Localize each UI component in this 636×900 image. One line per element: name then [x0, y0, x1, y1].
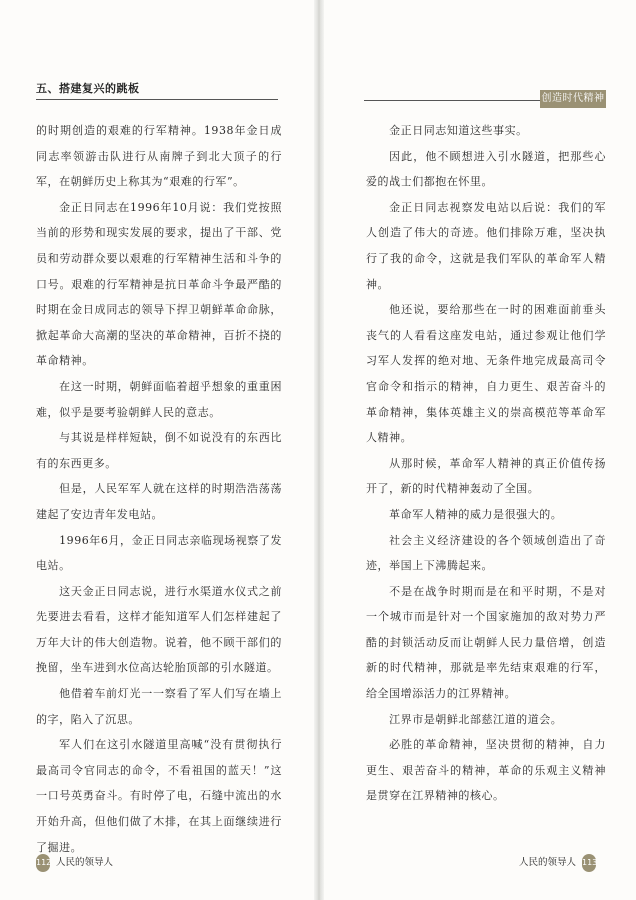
paragraph: 社会主义经济建设的各个领域创造出了奇迹，举国上下沸腾起来。 — [366, 533, 606, 573]
chapter-title: 五、搭建复兴的跳板 — [36, 82, 140, 95]
section-tag: 创造时代精神 — [540, 90, 606, 108]
paragraph: 金正日同志视察发电站以后说：我们的军人创造了伟大的奇迹。他们排除万难，坚决执行了我的命令，这就是我们军队的革命军人精神。 — [366, 200, 606, 291]
paragraph: 1996年6月，金正日同志亲临现场视察了发电站。 — [36, 533, 282, 573]
paragraph: 因此，他不顾想进入引水隧道，把那些心爱的战士们都抱在怀里。 — [366, 149, 606, 189]
paragraph: 必胜的革命精神，坚决贯彻的精神，自力更生、艰苦奋斗的精神，革命的乐观主义精神是贯穿在江界精神的核心。 — [366, 738, 606, 803]
footer-book-title: 人民的领导人 — [518, 857, 576, 868]
paragraph: 但是，人民军军人就在这样的时期浩浩荡荡建起了安边青年发电站。 — [36, 482, 282, 521]
right-body-text — [366, 118, 606, 809]
paragraph: 在这一时期，朝鲜面临着超乎想象的重重困难，似乎是要考验朝鲜人民的意志。 — [36, 379, 282, 419]
paragraph: 他还说，要给那些在一时的困难面前垂头丧气的人看看这座发电站，通过参观让他们学习军人发挥的绝对地、无条件地完成最高司令官命令和指示的精神，自力更生、艰苦奋斗的革命精神，集体英雄主义的崇高模范等革命军人精神。 — [366, 303, 606, 445]
paragraph: 这天金正日同志说，进行水渠道水仪式之前先要进去看看，这样才能知道军人们怎样建起了万年大计的伟大创造物。说着，他不顾干部们的挽留，坐车进到水位高达轮胎顶部的引水隧道。 — [36, 584, 282, 675]
paragraph: 金正日同志在1996年10月说：我们党按照当前的形势和现实发展的要求，提出了干部、党员和劳动群众要以艰难的行军精神生活和斗争的口号。艰难的行军精神是抗日革命斗争最严酷的时期在金日成同志的领导下捍卫朝鲜革命命脉，掀起革命大高潮的坚决的革命精神，百折不挠的革命精神。 — [36, 200, 282, 368]
header-rule — [364, 100, 564, 101]
right-footer — [519, 854, 596, 872]
footer-book-title: 人民的领导人 — [56, 857, 114, 868]
paragraph: 不是在战争时期而是在和平时期，不是对一个城市而是针对一个国家施加的敌对势力严酷的封锁活动反而让朝鲜人民力量倍增，创造新的时代精神，那就是率先结束艰难的行军，给全国增添活力的江界精神。 — [366, 584, 606, 701]
paragraph: 与其说是样样短缺，倒不如说没有的东西比有的东西更多。 — [36, 431, 282, 470]
left-body-text — [36, 118, 282, 860]
paragraph: 从那时候，革命军人精神的真正价值传扬开了，新的时代精神轰动了全国。 — [366, 456, 606, 496]
paragraph: 江界市是朝鲜北部慈江道的道会。 — [389, 712, 563, 726]
paragraph: 的时期创造的艰难的行军精神。1938年金日成同志率领游击队进行从南牌子到北大顶子的行军，在朝鲜历史上称其为“艰难的行军”。 — [36, 124, 282, 189]
paragraph: 他借着车前灯光一一察看了军人们写在墙上的字，陷入了沉思。 — [36, 687, 282, 726]
page-number-badge: 112 — [36, 854, 50, 872]
paragraph: 金正日同志知道这些事实。 — [389, 124, 528, 137]
left-footer — [36, 854, 113, 872]
page-number-badge: 113 — [582, 854, 596, 872]
header-rule — [36, 99, 278, 100]
right-page — [322, 0, 636, 900]
left-page — [0, 0, 316, 900]
paragraph: 军人们在这引水隧道里高喊“没有贯彻执行最高司令官同志的命令，不看祖国的蓝天！”这一口号英勇奋斗。有时停了电，石缝中流出的水开始升高，但他们做了木排，在其上面继续进行了掘进。 — [36, 738, 282, 854]
paragraph: 革命军人精神的威力是很强大的。 — [389, 507, 563, 521]
